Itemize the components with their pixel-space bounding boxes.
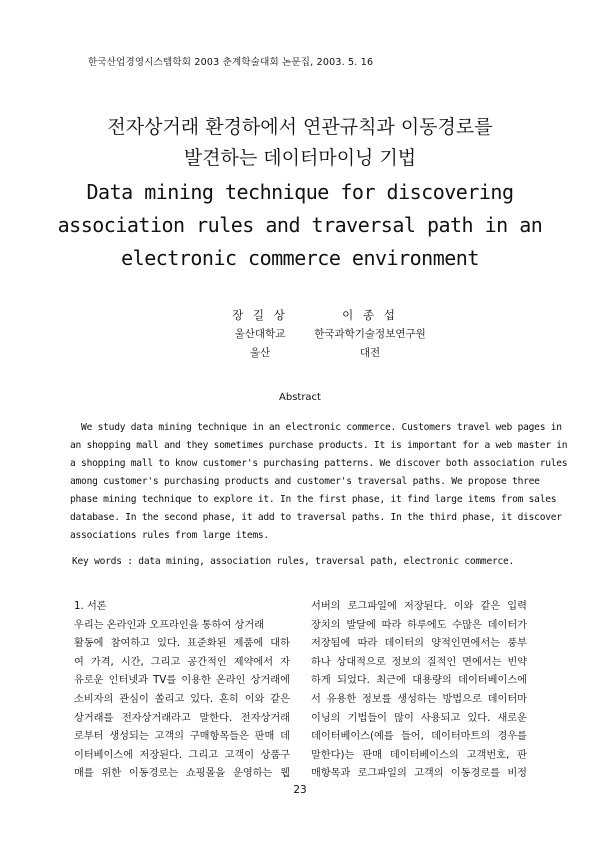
author-location: 울산 xyxy=(249,347,271,359)
english-title-line-2: association rules and traversal path in an xyxy=(57,213,543,237)
running-header: 한국산업경영시스템학회 2003 춘계학술대회 논문집, 2003. 5. 16 xyxy=(88,57,374,68)
korean-title-line-2: 발견하는 데이터마이닝 기법 xyxy=(183,147,417,169)
abstract-line: phase mining technique to explore it. In the first phase, it find large items from sales xyxy=(70,494,557,505)
body-line: 데이터베이스(예를 들어, 데이터마트의 경우를 xyxy=(311,731,527,743)
author-name: 장 길 상 xyxy=(232,308,288,322)
author-location: 대전 xyxy=(359,347,381,359)
body-column-left xyxy=(74,598,290,784)
body-line: 로부터 생성되는 고객의 구매항목들은 판매 데 xyxy=(74,731,290,743)
body-line: 이터베이스에 저장된다. 그리고 고객이 상품구 xyxy=(74,749,290,761)
section-title: 1. 서론 xyxy=(74,601,107,612)
body-line: 소비자의 관심이 쏠리고 있다. 흔히 이와 같은 xyxy=(74,693,290,705)
body-line: 우리는 온라인과 오프라인을 통하여 상거래 xyxy=(74,619,265,631)
body-line: 여 가격, 시간, 그리고 공간적인 제약에서 자 xyxy=(74,656,290,668)
body-line: 저장됨에 따라 데이터의 양적인면에서는 풍부 xyxy=(311,638,527,650)
abstract-line: database. In the second phase, it add to traversal paths. In the third phase, it discover xyxy=(70,512,562,523)
body-line: 서 유용한 정보를 생성하는 방법으로 데이터마 xyxy=(311,693,527,705)
body-line: 매를 위한 이동경로는 쇼핑몰을 운영하는 웹 xyxy=(74,768,290,780)
keywords: Key words : data mining, association rules, traversal path, electronic commerce. xyxy=(72,556,515,567)
author-name: 이 종 섭 xyxy=(342,308,398,322)
author-2 xyxy=(300,306,440,363)
page-number: 23 xyxy=(293,784,307,796)
body-line: 이닝의 기법들이 많이 사용되고 있다. 새로운 xyxy=(311,712,527,724)
english-title-line-1: Data mining technique for discovering xyxy=(86,180,514,204)
body-line: 매항목과 로그파일의 고객의 이동경로를 비정 xyxy=(311,768,527,780)
abstract-line: We study data mining technique in an electronic commerce. Customers travel web pages in xyxy=(70,422,562,433)
abstract-body xyxy=(70,419,568,545)
body-line: 서버의 로그파일에 저장된다. 이와 같은 입력 xyxy=(311,601,527,612)
body-column-right xyxy=(311,598,527,784)
english-title-line-3: electronic commerce environment xyxy=(121,246,479,270)
author-affiliation: 한국과학기술정보연구원 xyxy=(314,328,426,340)
abstract-line: an shopping mall and they sometimes purchase products. It is important for a web master in xyxy=(70,440,568,451)
title-block xyxy=(40,112,560,275)
abstract-line: among customer's purchasing products and customer's traversal paths. We propose three xyxy=(70,476,540,487)
body-line: 유로운 인터넷과 TV를 이용한 온라인 상거래에 xyxy=(74,675,290,687)
body-line: 말한다)는 판매 데이터베이스의 고객번호, 판 xyxy=(311,749,527,761)
body-line: 상거래를 전자상거래라고 말한다. 전자상거래 xyxy=(74,712,290,724)
body-line: 하게 되었다. 최근에 대용량의 데이터베이스에 xyxy=(311,675,527,687)
english-title xyxy=(40,176,560,275)
korean-title-line-1: 전자상거래 환경하에서 연관규칙과 이동경로를 xyxy=(107,116,493,138)
abstract-line: a shopping mall to know customer's purchasing patterns. We discover both association rules xyxy=(70,458,568,469)
body-line: 하나 상대적으로 정보의 질적인 면에서는 빈약 xyxy=(311,656,527,668)
author-affiliation: 울산대학교 xyxy=(234,328,286,340)
abstract-heading: Abstract xyxy=(279,392,321,403)
body-line: 활동에 참여하고 있다. 표준화된 제품에 대하 xyxy=(74,638,290,650)
body-line: 장치의 발달에 따라 하루에도 수많은 데이터가 xyxy=(311,619,527,631)
abstract-line: associations rules from large items. xyxy=(70,530,269,541)
